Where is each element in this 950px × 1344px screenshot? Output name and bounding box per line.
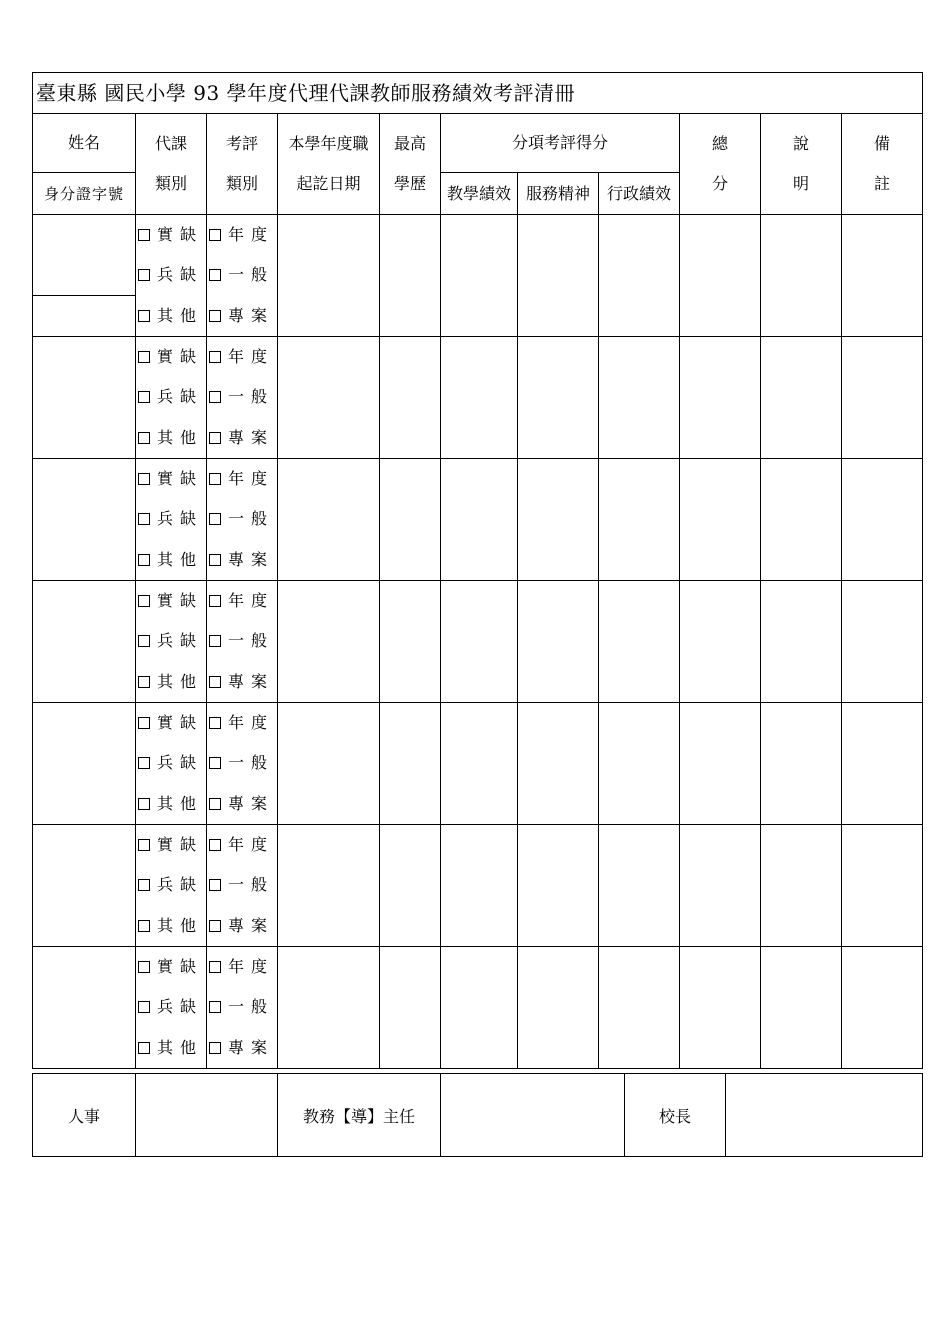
evaluation-type-option[interactable] [207, 469, 277, 489]
service-score-cell[interactable] [518, 947, 599, 1069]
signature-director-label: 教務【導】主任 [278, 1074, 441, 1157]
total-score-cell[interactable] [680, 703, 761, 825]
checkbox-icon[interactable] [138, 717, 150, 729]
header-remark [842, 114, 923, 215]
header-evaluation-type-bot: 類別 [225, 174, 258, 193]
form-title: 臺東縣 國民小學 93 學年度代理代課教師服務績效考評清冊 [33, 73, 923, 114]
remark-cell[interactable] [842, 215, 923, 337]
checkbox-icon[interactable] [138, 961, 150, 973]
name-id-cell[interactable] [33, 703, 136, 825]
checkbox-icon[interactable] [209, 920, 221, 932]
teaching-score-cell[interactable] [441, 947, 518, 1069]
evaluation-type-option[interactable] [207, 387, 277, 407]
header-total-top: 總 [711, 134, 728, 153]
remark-cell[interactable] [842, 337, 923, 459]
evaluation-type-option[interactable] [207, 591, 277, 611]
checkbox-icon[interactable] [138, 1042, 150, 1054]
signature-personnel-label: 人事 [33, 1074, 136, 1157]
education-cell[interactable] [380, 459, 441, 581]
substitute-type-option-label: 兵缺 [157, 997, 204, 1017]
substitute-type-cell [136, 459, 207, 581]
note-cell[interactable] [761, 337, 842, 459]
checkbox-icon[interactable] [138, 269, 150, 281]
checkbox-icon[interactable] [138, 798, 150, 810]
substitute-type-options [136, 337, 206, 458]
admin-score-cell[interactable] [599, 581, 680, 703]
checkbox-icon[interactable] [209, 879, 221, 891]
note-cell[interactable] [761, 459, 842, 581]
total-score-cell[interactable] [680, 215, 761, 337]
substitute-type-option-label: 兵缺 [157, 265, 204, 285]
substitute-type-option-label: 實缺 [157, 835, 204, 855]
evaluation-type-option[interactable] [207, 916, 277, 936]
header-name: 姓名 [33, 114, 136, 173]
evaluation-type-option-label: 一般 [228, 631, 275, 651]
substitute-type-option[interactable] [136, 713, 206, 733]
checkbox-icon[interactable] [209, 635, 221, 647]
evaluation-type-cell [207, 825, 278, 947]
evaluation-type-option[interactable] [207, 753, 277, 773]
checkbox-icon[interactable] [209, 961, 221, 973]
evaluation-type-options [207, 215, 277, 336]
period-cell[interactable] [278, 825, 380, 947]
remark-cell[interactable] [842, 825, 923, 947]
admin-score-cell[interactable] [599, 337, 680, 459]
id-cell[interactable] [33, 296, 136, 337]
name-cell[interactable] [33, 215, 136, 296]
substitute-type-option[interactable] [136, 753, 206, 773]
education-cell[interactable] [380, 947, 441, 1069]
substitute-type-cell [136, 703, 207, 825]
checkbox-icon[interactable] [209, 554, 221, 566]
evaluation-type-option-label: 年度 [228, 835, 275, 855]
substitute-type-cell [136, 825, 207, 947]
evaluation-type-option[interactable] [207, 225, 277, 245]
checkbox-icon[interactable] [209, 310, 221, 322]
checkbox-icon[interactable] [209, 1042, 221, 1054]
evaluation-type-option-label: 年度 [228, 347, 275, 367]
header-service: 服務精神 [518, 173, 599, 215]
evaluation-type-option-label: 一般 [228, 509, 275, 529]
evaluation-type-option-label: 專案 [228, 793, 275, 813]
substitute-type-options [136, 459, 206, 580]
education-cell[interactable] [380, 215, 441, 337]
checkbox-icon[interactable] [138, 310, 150, 322]
checkbox-icon[interactable] [209, 798, 221, 810]
signature-principal-label: 校長 [625, 1074, 726, 1157]
header-note-bot: 明 [792, 174, 809, 193]
evaluation-type-option[interactable] [207, 957, 277, 977]
checkbox-icon[interactable] [138, 391, 150, 403]
evaluation-type-option[interactable] [207, 265, 277, 285]
evaluation-type-cell [207, 459, 278, 581]
service-score-cell[interactable] [518, 459, 599, 581]
evaluation-type-option-label: 年度 [228, 713, 275, 733]
evaluation-type-option-label: 專案 [228, 427, 275, 447]
substitute-type-option[interactable] [136, 509, 206, 529]
header-education-bot: 學歷 [393, 174, 426, 193]
evaluation-type-option-label: 專案 [228, 549, 275, 569]
service-score-cell[interactable] [518, 337, 599, 459]
evaluation-type-option-label: 專案 [228, 915, 275, 935]
signature-principal-field[interactable] [726, 1074, 923, 1157]
table-row [33, 215, 923, 296]
substitute-type-option[interactable] [136, 997, 206, 1017]
checkbox-icon[interactable] [209, 513, 221, 525]
service-score-cell[interactable] [518, 703, 599, 825]
education-cell[interactable] [380, 581, 441, 703]
substitute-type-option[interactable] [136, 957, 206, 977]
signature-personnel-field[interactable] [136, 1074, 278, 1157]
header-total-bot: 分 [711, 174, 728, 193]
evaluation-type-option-label: 一般 [228, 265, 275, 285]
name-id-cell[interactable] [33, 947, 136, 1069]
evaluation-type-option-label: 年度 [228, 591, 275, 611]
header-total [680, 114, 761, 215]
substitute-type-options [136, 581, 206, 702]
substitute-type-option[interactable] [136, 265, 206, 285]
teaching-score-cell[interactable] [441, 825, 518, 947]
substitute-type-cell [136, 337, 207, 459]
checkbox-icon[interactable] [209, 839, 221, 851]
evaluation-type-option[interactable] [207, 713, 277, 733]
checkbox-icon[interactable] [209, 473, 221, 485]
evaluation-type-option-label: 專案 [228, 671, 275, 691]
substitute-type-option[interactable] [136, 875, 206, 895]
checkbox-icon[interactable] [138, 920, 150, 932]
substitute-type-option[interactable] [136, 225, 206, 245]
checkbox-icon[interactable] [138, 229, 150, 241]
checkbox-icon[interactable] [209, 269, 221, 281]
header-substitute-type [136, 114, 207, 215]
evaluation-type-option[interactable] [207, 306, 277, 326]
substitute-type-option-label: 其他 [157, 549, 204, 569]
name-id-cell[interactable] [33, 581, 136, 703]
total-score-cell[interactable] [680, 459, 761, 581]
evaluation-type-options [207, 337, 277, 458]
total-score-cell[interactable] [680, 581, 761, 703]
education-cell[interactable] [380, 337, 441, 459]
substitute-type-option-label: 兵缺 [157, 387, 204, 407]
signature-director-field[interactable] [441, 1074, 625, 1157]
name-id-cell[interactable] [33, 825, 136, 947]
evaluation-type-option[interactable] [207, 1038, 277, 1058]
substitute-type-option[interactable] [136, 387, 206, 407]
admin-score-cell[interactable] [599, 703, 680, 825]
period-cell[interactable] [278, 459, 380, 581]
admin-score-cell[interactable] [599, 947, 680, 1069]
total-score-cell[interactable] [680, 947, 761, 1069]
substitute-type-option-label: 實缺 [157, 225, 204, 245]
checkbox-icon[interactable] [209, 757, 221, 769]
header-note-top: 說 [792, 134, 809, 153]
substitute-type-option-label: 其他 [157, 305, 204, 325]
substitute-type-option[interactable] [136, 631, 206, 651]
substitute-type-option-label: 兵缺 [157, 875, 204, 895]
substitute-type-option-label: 其他 [157, 671, 204, 691]
substitute-type-option-label: 兵缺 [157, 631, 204, 651]
substitute-type-option[interactable] [136, 916, 206, 936]
evaluation-type-option-label: 年度 [228, 957, 275, 977]
substitute-type-option-label: 實缺 [157, 591, 204, 611]
substitute-type-option[interactable] [136, 550, 206, 570]
teaching-score-cell[interactable] [441, 337, 518, 459]
service-score-cell[interactable] [518, 215, 599, 337]
teaching-score-cell[interactable] [441, 215, 518, 337]
header-admin: 行政績效 [599, 173, 680, 215]
service-score-cell[interactable] [518, 581, 599, 703]
checkbox-icon[interactable] [138, 473, 150, 485]
header-period [278, 114, 380, 215]
period-cell[interactable] [278, 581, 380, 703]
name-id-cell[interactable] [33, 337, 136, 459]
evaluation-type-option[interactable] [207, 550, 277, 570]
checkbox-icon[interactable] [209, 1001, 221, 1013]
header-education-top: 最高 [393, 134, 426, 153]
evaluation-type-option-label: 年度 [228, 469, 275, 489]
substitute-type-options [136, 215, 206, 336]
checkbox-icon[interactable] [138, 351, 150, 363]
substitute-type-option[interactable] [136, 306, 206, 326]
remark-cell[interactable] [842, 947, 923, 1069]
evaluation-type-option[interactable] [207, 997, 277, 1017]
substitute-type-option-label: 其他 [157, 427, 204, 447]
note-cell[interactable] [761, 947, 842, 1069]
substitute-type-option-label: 實缺 [157, 957, 204, 977]
checkbox-icon[interactable] [138, 635, 150, 647]
note-cell[interactable] [761, 825, 842, 947]
evaluation-type-cell [207, 703, 278, 825]
evaluation-type-options [207, 581, 277, 702]
substitute-type-option[interactable] [136, 835, 206, 855]
evaluation-type-options [207, 825, 277, 946]
substitute-type-option-label: 其他 [157, 793, 204, 813]
teaching-score-cell[interactable] [441, 459, 518, 581]
substitute-type-options [136, 947, 206, 1068]
checkbox-icon[interactable] [138, 757, 150, 769]
evaluation-type-cell [207, 215, 278, 337]
checkbox-icon[interactable] [209, 229, 221, 241]
substitute-type-option[interactable] [136, 469, 206, 489]
checkbox-icon[interactable] [138, 1001, 150, 1013]
evaluation-type-option-label: 一般 [228, 387, 275, 407]
checkbox-icon[interactable] [138, 595, 150, 607]
header-evaluation-type [207, 114, 278, 215]
substitute-type-option[interactable] [136, 672, 206, 692]
checkbox-icon[interactable] [209, 717, 221, 729]
checkbox-icon[interactable] [209, 676, 221, 688]
substitute-type-option-label: 其他 [157, 1037, 204, 1057]
evaluation-type-option-label: 一般 [228, 875, 275, 895]
header-remark-bot: 註 [874, 174, 891, 193]
period-cell[interactable] [278, 947, 380, 1069]
header-period-bot: 起訖日期 [296, 174, 361, 193]
checkbox-icon[interactable] [209, 391, 221, 403]
remark-cell[interactable] [842, 459, 923, 581]
header-remark-top: 備 [874, 134, 891, 153]
checkbox-icon[interactable] [138, 513, 150, 525]
substitute-type-option[interactable] [136, 428, 206, 448]
evaluation-type-option[interactable] [207, 875, 277, 895]
evaluation-type-option-label: 年度 [228, 225, 275, 245]
evaluation-type-option[interactable] [207, 428, 277, 448]
note-cell[interactable] [761, 215, 842, 337]
substitute-type-option-label: 實缺 [157, 347, 204, 367]
evaluation-type-options [207, 459, 277, 580]
evaluation-type-options [207, 947, 277, 1068]
total-score-cell[interactable] [680, 825, 761, 947]
note-cell[interactable] [761, 581, 842, 703]
evaluation-form-table [32, 72, 923, 1069]
form-rows [33, 215, 923, 1069]
substitute-type-option[interactable] [136, 1038, 206, 1058]
admin-score-cell[interactable] [599, 825, 680, 947]
checkbox-icon[interactable] [138, 879, 150, 891]
evaluation-type-cell [207, 947, 278, 1069]
evaluation-type-option-label: 一般 [228, 997, 275, 1017]
evaluation-type-option[interactable] [207, 509, 277, 529]
evaluation-type-option[interactable] [207, 794, 277, 814]
substitute-type-option[interactable] [136, 794, 206, 814]
substitute-type-option-label: 實缺 [157, 713, 204, 733]
header-substitute-type-top: 代課 [154, 134, 187, 153]
evaluation-type-cell [207, 337, 278, 459]
substitute-type-option-label: 兵缺 [157, 753, 204, 773]
evaluation-type-option-label: 一般 [228, 753, 275, 773]
header-note [761, 114, 842, 215]
header-evaluation-type-top: 考評 [225, 134, 258, 153]
evaluation-type-option-label: 專案 [228, 1037, 275, 1057]
note-cell[interactable] [761, 703, 842, 825]
checkbox-icon[interactable] [209, 351, 221, 363]
substitute-type-option-label: 實缺 [157, 469, 204, 489]
evaluation-type-options [207, 703, 277, 824]
header-item-scores: 分項考評得分 [441, 114, 680, 173]
signature-table [32, 1073, 923, 1157]
checkbox-icon[interactable] [209, 432, 221, 444]
header-substitute-type-bot: 類別 [154, 174, 187, 193]
period-cell[interactable] [278, 703, 380, 825]
substitute-type-cell [136, 947, 207, 1069]
education-cell[interactable] [380, 825, 441, 947]
substitute-type-option[interactable] [136, 347, 206, 367]
period-cell[interactable] [278, 215, 380, 337]
remark-cell[interactable] [842, 703, 923, 825]
admin-score-cell[interactable] [599, 459, 680, 581]
checkbox-icon[interactable] [209, 595, 221, 607]
header-teaching: 教學績效 [441, 173, 518, 215]
evaluation-type-cell [207, 581, 278, 703]
header-id: 身分證字號 [33, 173, 136, 215]
substitute-type-options [136, 703, 206, 824]
teaching-score-cell[interactable] [441, 581, 518, 703]
substitute-type-cell [136, 215, 207, 337]
service-score-cell[interactable] [518, 825, 599, 947]
checkbox-icon[interactable] [138, 839, 150, 851]
evaluation-type-option[interactable] [207, 672, 277, 692]
admin-score-cell[interactable] [599, 215, 680, 337]
remark-cell[interactable] [842, 581, 923, 703]
teaching-score-cell[interactable] [441, 703, 518, 825]
total-score-cell[interactable] [680, 337, 761, 459]
header-period-top: 本學年度職 [288, 134, 369, 153]
evaluation-type-option[interactable] [207, 347, 277, 367]
evaluation-type-option-label: 專案 [228, 305, 275, 325]
checkbox-icon[interactable] [138, 432, 150, 444]
checkbox-icon[interactable] [138, 676, 150, 688]
header-education [380, 114, 441, 215]
education-cell[interactable] [380, 703, 441, 825]
substitute-type-option-label: 兵缺 [157, 509, 204, 529]
substitute-type-option-label: 其他 [157, 915, 204, 935]
period-cell[interactable] [278, 337, 380, 459]
substitute-type-options [136, 825, 206, 946]
substitute-type-option[interactable] [136, 591, 206, 611]
checkbox-icon[interactable] [138, 554, 150, 566]
name-id-cell[interactable] [33, 459, 136, 581]
evaluation-type-option[interactable] [207, 631, 277, 651]
substitute-type-cell [136, 581, 207, 703]
evaluation-type-option[interactable] [207, 835, 277, 855]
